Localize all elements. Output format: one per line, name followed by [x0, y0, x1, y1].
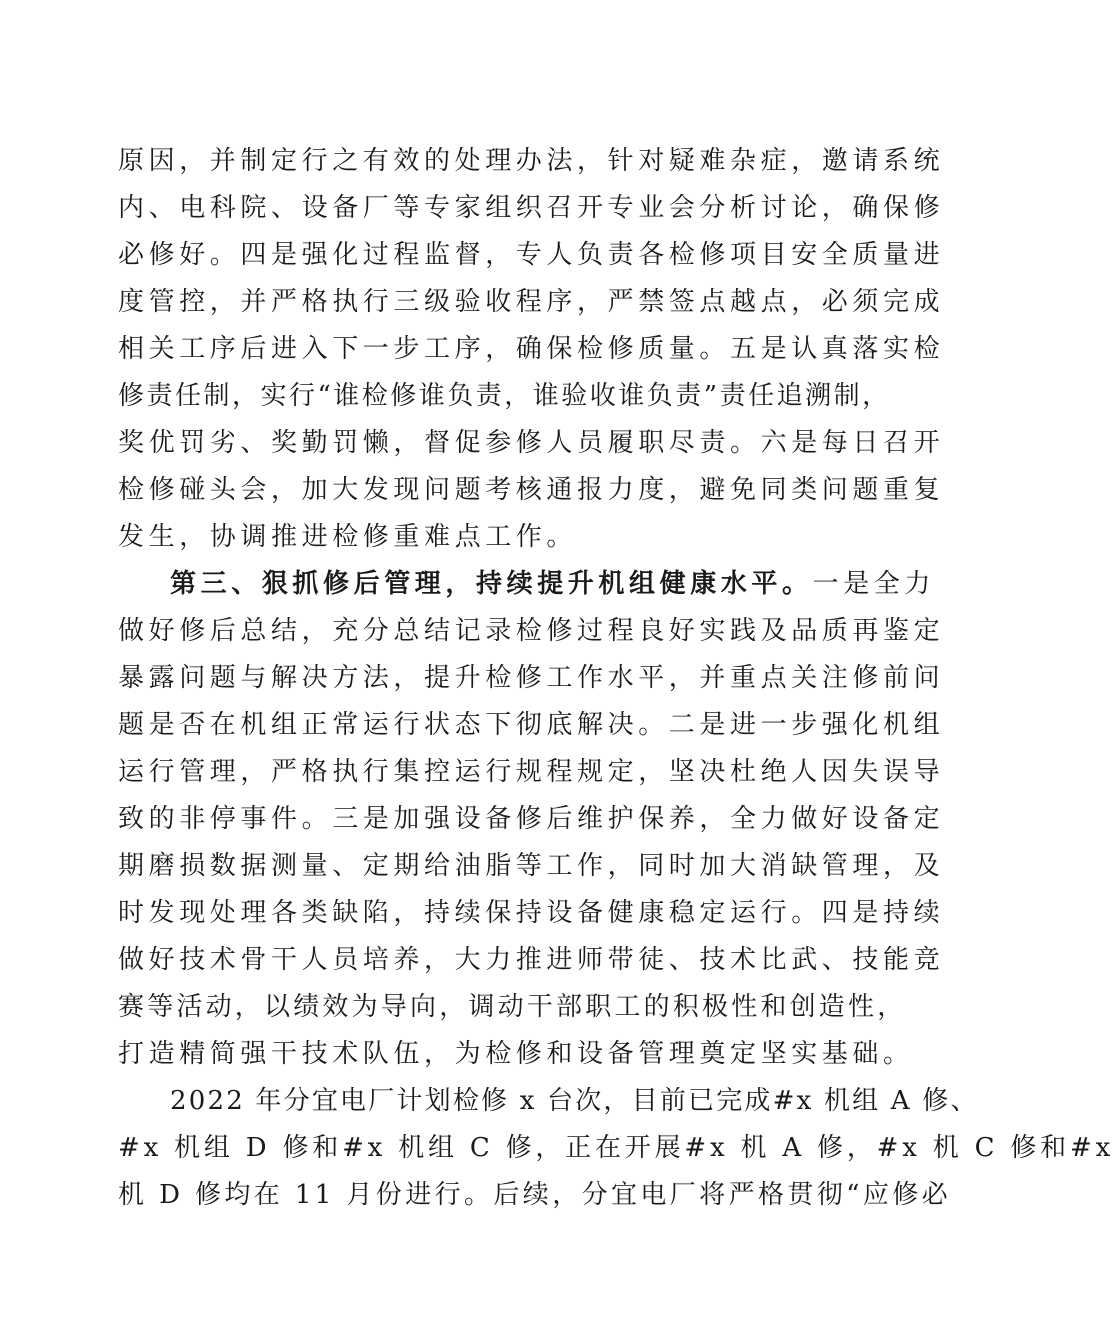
- paragraph-line: 相关工序后进入下一步工序，确保检修质量。五是认真落实检: [118, 334, 945, 364]
- paragraph-line: 致的非停事件。三是加强设备修后维护保养，全力做好设备定: [118, 804, 945, 834]
- paragraph-line: 时发现处理各类缺陷，持续保持设备健康稳定运行。四是持续: [118, 898, 945, 928]
- paragraph-line: 度管控，并严格执行三级验收程序，严禁签点越点，必须完成: [118, 287, 945, 317]
- paragraph-line: 赛等活动，以绩效为导向，调动干部职工的积极性和创造性，: [118, 992, 907, 1022]
- paragraph-line: #x 机组 D 修和#x 机组 C 修，正在开展#x 机 A 修，#x 机 C 修和#x: [118, 1133, 1114, 1163]
- paragraph-line: 必修好。四是强化过程监督，专人负责各检修项目安全质量进: [118, 240, 945, 270]
- paragraph-line: 奖优罚劣、奖勤罚懒，督促参修人员履职尽责。六是每日召开: [118, 428, 945, 458]
- paragraph-line: 题是否在机组正常运行状态下彻底解决。二是进一步强化机组: [118, 710, 945, 740]
- section-three-first-line: [170, 569, 935, 599]
- paragraph-line: 运行管理，严格执行集控运行规程规定，坚决杜绝人因失误导: [118, 757, 945, 787]
- paragraph-line: 暴露问题与解决方法，提升检修工作水平，并重点关注修前问: [118, 663, 945, 693]
- paragraph-line: 打造精简强干技术队伍，为检修和设备管理奠定坚实基础。: [118, 1039, 914, 1069]
- paragraph-line: 2022 年分宜电厂计划检修 x 台次，目前已完成#x 机组 A 修、: [170, 1086, 979, 1116]
- paragraph-line: 做好技术骨干人员培养，大力推进师带徒、技术比武、技能竞: [118, 945, 945, 975]
- paragraph-line: 机 D 修均在 11 月份进行。后续，分宜电厂将严格贯彻“应修必: [118, 1180, 952, 1210]
- paragraph-line: 做好修后总结，充分总结记录检修过程良好实践及品质再鉴定: [118, 616, 945, 646]
- section-three-first-rest: 一是全力: [812, 569, 936, 599]
- paragraph-line: 发生，协调推进检修重难点工作。: [118, 522, 578, 552]
- paragraph-line: 原因，并制定行之有效的处理办法，针对疑难杂症，邀请系统: [118, 146, 945, 176]
- paragraph-line: 修责任制，实行“谁检修谁负责，谁验收谁负责”责任追溯制，: [118, 381, 891, 411]
- paragraph-line: 内、电科院、设备厂等专家组织召开专业会分析讨论，确保修: [118, 193, 945, 223]
- paragraph-line: 期磨损数据测量、定期给油脂等工作，同时加大消缺管理，及: [118, 851, 945, 881]
- section-three-heading: 第三、狠抓修后管理，持续提升机组健康水平。: [170, 569, 813, 599]
- paragraph-line: 检修碰头会，加大发现问题考核通报力度，避免同类问题重复: [118, 475, 945, 505]
